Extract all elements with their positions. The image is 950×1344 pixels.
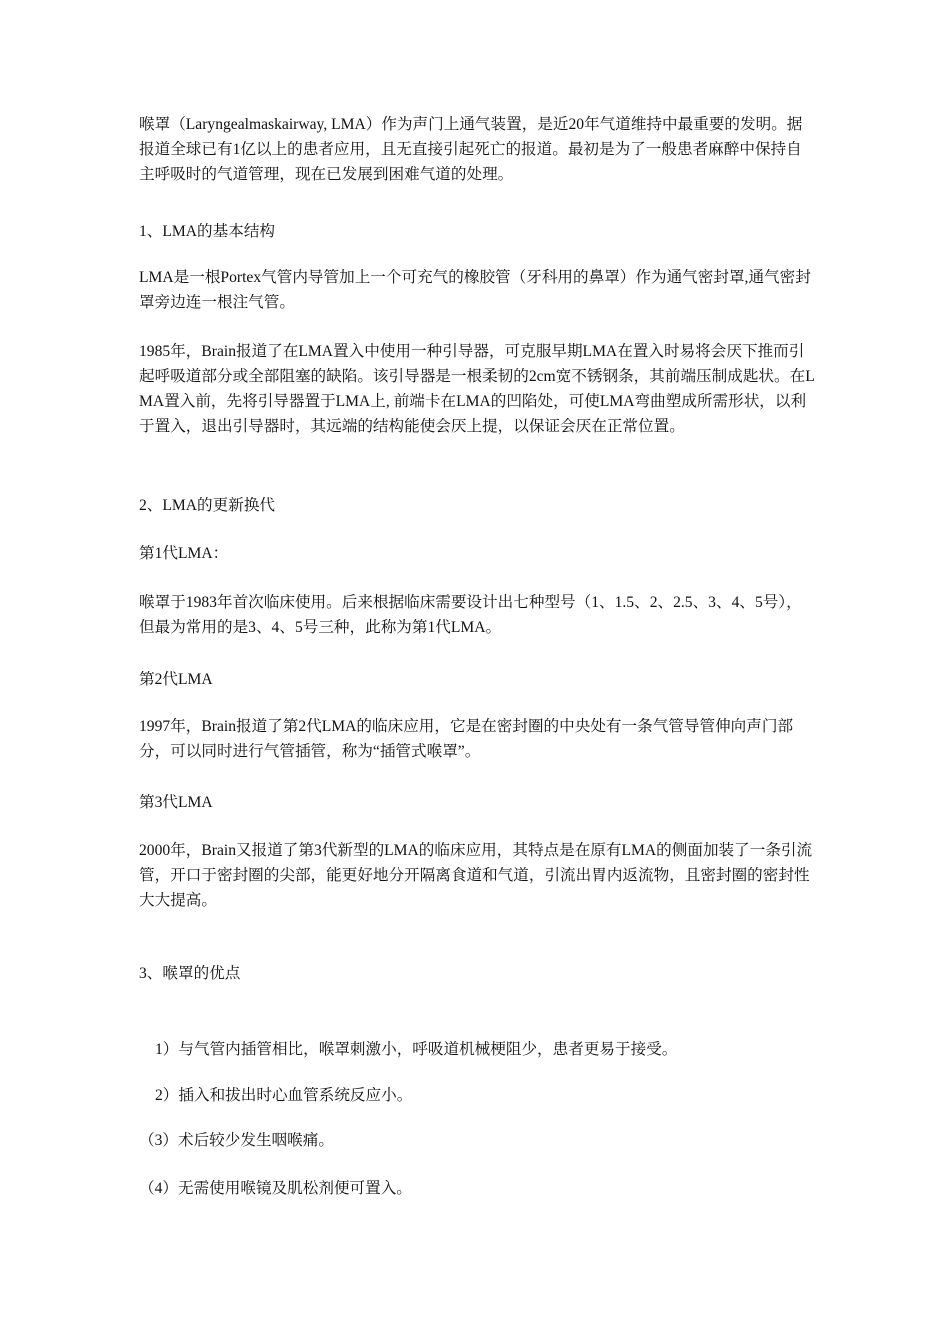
subheading-gen3: 第3代LMA	[139, 794, 213, 811]
advantage-item-2: 2）插入和拔出时心血管系统反应小。	[155, 1087, 413, 1104]
subheading-gen2: 第2代LMA	[139, 671, 213, 688]
advantage-item-3: （3）术后较少发生咽喉痛。	[139, 1132, 334, 1149]
section-heading-structure: 1、LMA的基本结构	[139, 223, 276, 240]
section-heading-advantages: 3、喉罩的优点	[139, 965, 241, 982]
structure-paragraph: LMA是一根Portex气管内导管加上一个可充气的橡胶管（牙科用的鼻罩）作为通气密封罩,通气密封罩旁边连一根注气管。	[139, 269, 811, 311]
advantage-item-1: 1）与气管内插管相比，喉罩刺激小，呼吸道机械梗阻少，患者更易于接受。	[155, 1041, 678, 1058]
intro-paragraph: 喉罩（Laryngealmaskairway, LMA）作为声门上通气装置，是近20年气道维持中最重要的发明。据报道全球已有1亿以上的患者应用，且无直接引起死亡的报道。最初是为了一般患者麻醉中保持自主呼吸时的气道管理，现在已发展到困难气道的处理。	[139, 116, 803, 183]
advantage-item-4: （4）无需使用喉镜及肌松剂便可置入。	[139, 1180, 412, 1197]
subheading-gen1: 第1代LMA：	[139, 545, 229, 562]
gen1-paragraph: 喉罩于1983年首次临床使用。后来根据临床需要设计出七种型号（1、1.5、2、2.5、3、4、5号），但最为常用的是3、4、5号三种，此称为第1代LMA。	[139, 594, 802, 636]
gen3-paragraph: 2000年，Brain又报道了第3代新型的LMA的临床应用，其特点是在原有LMA的侧面加装了一条引流管，开口于密封圈的尖部，能更好地分开隔离食道和气道，引流出胃内返流物，且密封圈的密封性大大提高。	[139, 842, 813, 909]
guide-paragraph: 1985年，Brain报道了在LMA置入中使用一种引导器，可克服早期LMA在置入时易将会厌下推而引起呼吸道部分或全部阻塞的缺陷。该引导器是一根柔韧的2cm宽不锈钢条，其前端压制成匙状。在LMA置入前，先将引导器置于LMA上, 前端卡在LMA的凹陷处，可使LMA弯曲塑成所需形状，以利于置入，退出引导器时，其远端的结构能使会厌上提，以保证会厌在正常位置。	[139, 343, 815, 435]
gen2-paragraph: 1997年，Brain报道了第2代LMA的临床应用，它是在密封圈的中央处有一条气管导管伸向声门部分，可以同时进行气管插管，称为“插管式喉罩”。	[139, 718, 794, 760]
section-heading-generations: 2、LMA的更新换代	[139, 497, 276, 514]
